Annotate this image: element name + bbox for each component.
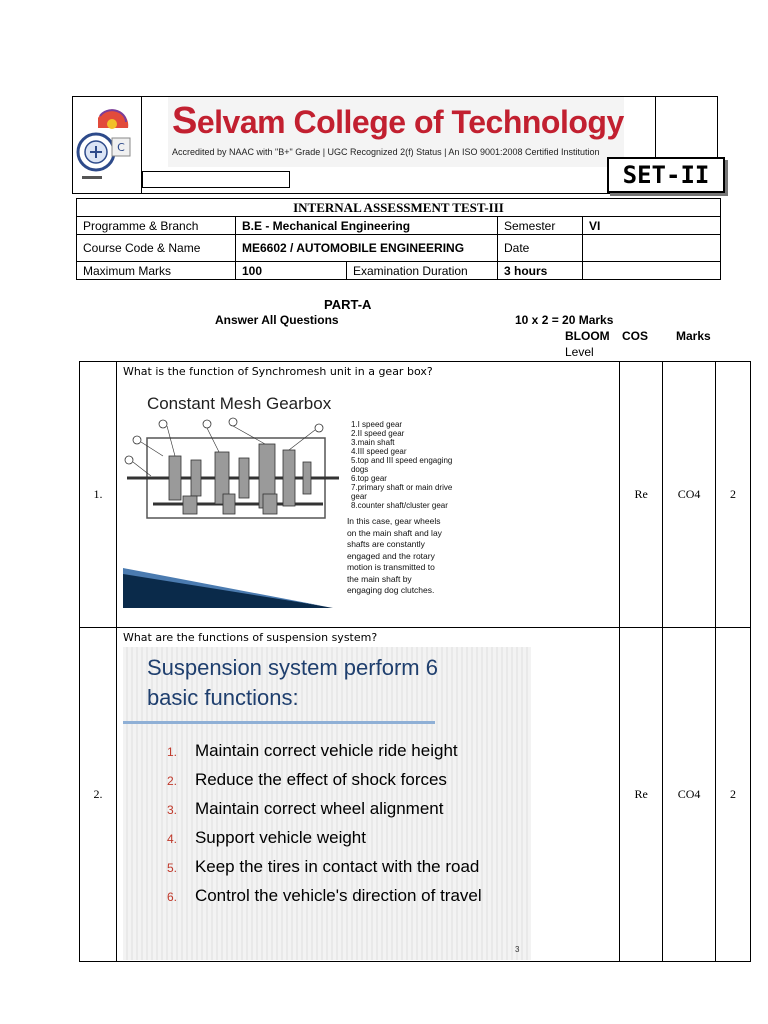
- question-text: What are the functions of suspension system?: [122, 631, 378, 644]
- question-number: 2.: [80, 628, 117, 962]
- suspension-slide-figure: [123, 647, 531, 960]
- instruction-text: Answer All Questions: [215, 313, 339, 327]
- question-row: [80, 628, 751, 962]
- list-item: 1. Maintain correct vehicle ride height: [166, 741, 458, 760]
- programme-value: B.E - Mechanical Engineering: [236, 217, 498, 235]
- test-title: INTERNAL ASSESSMENT TEST-III: [77, 199, 721, 217]
- part-a-heading: PART-A: [324, 297, 372, 312]
- course-outcome: CO4: [663, 362, 716, 628]
- gearbox-diagram-icon: [123, 416, 343, 531]
- accreditation-text: Accredited by NAAC with "B+" Grade | UGC Recognized 2(f) Status | An ISO 9001:2008 Certified Institution: [172, 147, 600, 157]
- list-item: 2. Reduce the effect of shock forces: [166, 770, 447, 789]
- marks-total: 10 x 2 = 20 Marks: [515, 313, 614, 327]
- programme-label: Programme & Branch: [77, 217, 236, 235]
- slide-title-underline: [123, 721, 435, 724]
- gear-legend: 1.I speed gear 2.II speed gear 3.main shaft 4.III speed gear 5.top and III speed engaging dogs 6.top gear 7.primary shaft or main drive gear 8.counter shaft/cluster gear: [350, 420, 453, 510]
- date-value: [583, 235, 721, 262]
- course-outcome: CO4: [663, 628, 716, 962]
- list-item: 4. Support vehicle weight: [166, 828, 366, 847]
- bloom-level: Re: [620, 362, 663, 628]
- gearbox-figure: [123, 384, 454, 608]
- duration-value: 3 hours: [498, 262, 583, 280]
- question-row: [80, 362, 751, 628]
- list-item: 6. Control the vehicle's direction of travel: [166, 886, 482, 905]
- semester-label: Semester: [498, 217, 583, 235]
- suspension-functions-list: [167, 737, 482, 911]
- list-item: 3. Maintain correct wheel alignment: [166, 799, 444, 818]
- header-divider-right: [655, 97, 656, 157]
- slide-corner-decoration: [123, 568, 343, 608]
- cos-column-header: COS: [622, 329, 649, 343]
- level-column-header: Level: [565, 345, 594, 359]
- course-label: Course Code & Name: [77, 235, 236, 262]
- slide-page-number: 3: [514, 945, 520, 954]
- question-cell: [116, 628, 619, 962]
- date-label: Date: [498, 235, 583, 262]
- bloom-level: Re: [620, 628, 663, 962]
- question-marks: 2: [716, 362, 751, 628]
- semester-value: VI: [583, 217, 721, 235]
- duration-label: Examination Duration: [347, 262, 498, 280]
- set-label: SET-II: [607, 157, 725, 193]
- course-value: ME6602 / AUTOMOBILE ENGINEERING: [236, 235, 498, 262]
- max-marks-value: 100: [236, 262, 347, 280]
- slide-title: Suspension system perform 6 basic functions:: [146, 655, 438, 710]
- max-marks-label: Maximum Marks: [77, 262, 236, 280]
- questions-table: [79, 361, 751, 962]
- svg-text:C: C: [117, 141, 125, 154]
- exam-info-table: [76, 198, 721, 280]
- college-emblem-icon: [76, 104, 134, 186]
- question-marks: 2: [716, 628, 751, 962]
- marks-column-header: Marks: [676, 329, 711, 343]
- blank-field-box: [142, 171, 290, 188]
- list-item: 5. Keep the tires in contact with the road: [166, 857, 480, 876]
- info-empty-cell: [583, 262, 721, 280]
- college-name: Selvam College of Technology: [172, 100, 624, 142]
- question-number: 1.: [80, 362, 117, 628]
- question-text: What is the function of Synchromesh unit in a gear box?: [122, 365, 433, 378]
- gear-note: In this case, gear wheels on the main shaft and lay shafts are constantly engaged and the rotary motion is transmitted to the main shaft by engaging dog clutches.: [346, 516, 442, 595]
- bloom-column-header: BLOOM: [565, 329, 610, 343]
- question-cell: [116, 362, 619, 628]
- figure-title: Constant Mesh Gearbox: [146, 394, 332, 413]
